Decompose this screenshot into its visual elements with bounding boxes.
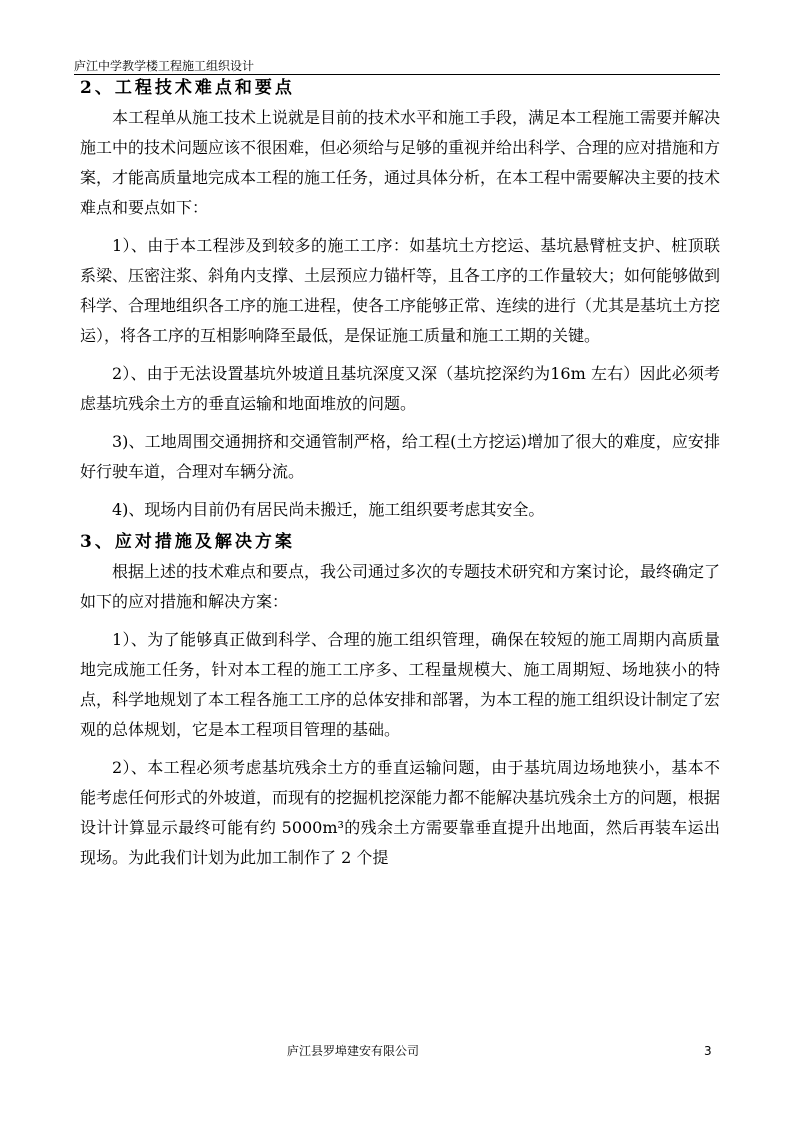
section2-intro-paragraph: 本工程单从施工技术上说就是目前的技术水平和施工手段，满足本工程施工需要并解决施工中的技术问题应该不很困难，但必须给与足够的重视并给出科学、合理的应对措施和方案，才能高质量地完成本工程的施工任务，通过具体分析，在本工程中需要解决主要的技术难点和要点如下： (80, 108, 721, 217)
header-title: 庐江中学教学楼工程施工组织设计 (74, 59, 255, 73)
page-header (74, 58, 720, 74)
section3-intro-paragraph: 根据上述的技术难点和要点，我公司通过多次的专题技术研究和方案讨论，最终确定了如下的应对措施和解决方案： (80, 562, 721, 611)
countermeasure-item-2: 2）、本工程必须考虑基坑残余土方的垂直运输问题，由于基坑周边场地狭小，基本不能考虑任何形式的外坡道，而现有的挖掘机挖深能力都不能解决基坑残余土方的问题，根据设计计算显示最终可能有约 5000m³的残余土方需要靠垂直提升出地面，然后再装车运出现场。为此我们计划为此加工制作了 2 个提 (80, 758, 721, 867)
page-number: 3 (704, 1044, 712, 1058)
document-body (80, 73, 720, 873)
countermeasure-item-1: 1）、为了能够真正做到科学、合理的施工组织管理，确保在较短的施工周期内高质量地完成施工任务，针对本工程的施工工序多、工程量规模大、施工周期短、场地狭小的特点，科学地规划了本工程各施工工序的总体安排和部署，为本工程的施工组织设计制定了宏观的总体规划，它是本工程项目管理的基础。 (80, 630, 721, 739)
page-footer (0, 1043, 794, 1059)
difficulty-item-3: 3)、工地周围交通拥挤和交通管制严格，给工程(土方挖运)增加了很大的难度，应安排好行驶车道，合理对车辆分流。 (80, 432, 720, 481)
section-heading-countermeasures: 3、应对措施及解决方案 (80, 532, 295, 552)
difficulty-item-4: 4)、现场内目前仍有居民尚未搬迁，施工组织要考虑其安全。 (112, 500, 545, 519)
difficulty-item-1: 1）、由于本工程涉及到较多的施工工序：如基坑土方挖运、基坑悬臂桩支护、桩顶联系梁、压密注浆、斜角内支撑、土层预应力锚杆等，且各工序的工作量较大；如何能够做到科学、合理地组织各工序的施工进程，使各工序能够正常、连续的进行（尤其是基坑土方挖运），将各工序的互相影响降至最低，是保证施工质量和施工工期的关键。 (80, 236, 721, 345)
section-heading-technical-difficulties: 2、工程技术难点和要点 (80, 78, 295, 98)
difficulty-item-2: 2）、由于无法设置基坑外坡道且基坑深度又深（基坑挖深约为16m 左右）因此必须考虑基坑残余土方的垂直运输和地面堆放的问题。 (80, 364, 720, 413)
footer-company-name: 庐江县罗埠建安有限公司 (287, 1044, 420, 1058)
